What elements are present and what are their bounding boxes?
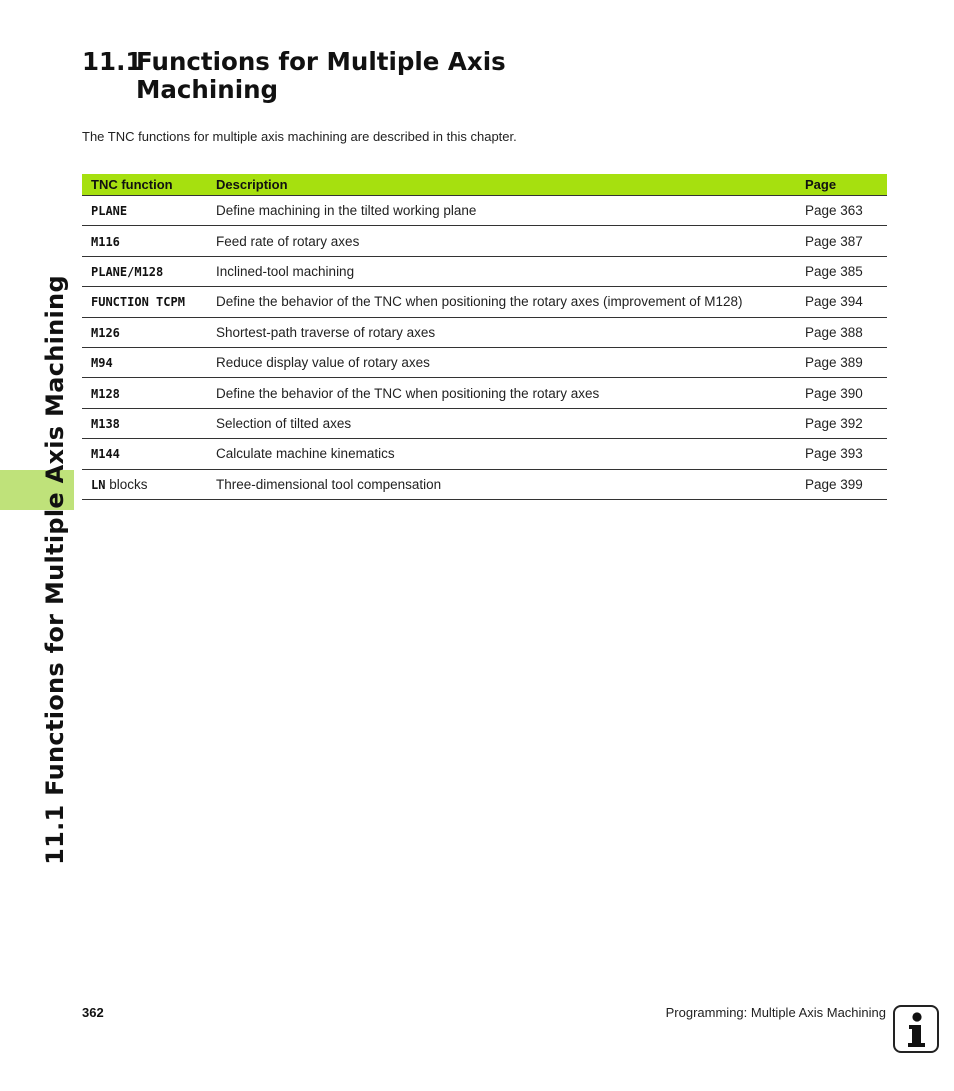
cell-tnc-function <box>82 317 207 347</box>
cell-page-reference: Page 393 <box>796 439 887 469</box>
cell-tnc-function <box>82 347 207 377</box>
cell-tnc-function <box>82 196 207 226</box>
cell-tnc-function <box>82 408 207 438</box>
cell-description: Define machining in the tilted working plane <box>207 196 796 226</box>
function-code: PLANE <box>91 204 128 219</box>
table-row <box>82 469 887 499</box>
header-description: Description <box>207 174 796 196</box>
function-code: PLANE/M128 <box>91 264 164 279</box>
cell-page-reference: Page 385 <box>796 256 887 286</box>
functions-table <box>82 174 887 500</box>
sidebar-chapter-title: 11.1 Functions for Multiple Axis Machining <box>41 275 69 865</box>
table-row <box>82 196 887 226</box>
table-row <box>82 226 887 256</box>
cell-tnc-function <box>82 226 207 256</box>
function-code: M94 <box>91 356 113 371</box>
function-suffix: blocks <box>105 476 148 492</box>
cell-description: Define the behavior of the TNC when positioning the rotary axes (improvement of M128) <box>207 287 796 317</box>
cell-tnc-function <box>82 378 207 408</box>
cell-description: Shortest-path traverse of rotary axes <box>207 317 796 347</box>
section-number: 11.1 <box>82 47 143 76</box>
function-code: M126 <box>91 325 120 340</box>
cell-page-reference: Page 392 <box>796 408 887 438</box>
cell-page-reference: Page 387 <box>796 226 887 256</box>
function-code: M138 <box>91 416 120 431</box>
cell-tnc-function <box>82 256 207 286</box>
cell-page-reference: Page 394 <box>796 287 887 317</box>
cell-page-reference: Page 389 <box>796 347 887 377</box>
cell-description: Reduce display value of rotary axes <box>207 347 796 377</box>
table-row <box>82 408 887 438</box>
cell-description: Three-dimensional tool compensation <box>207 469 796 499</box>
cell-tnc-function <box>82 287 207 317</box>
section-title-line2: Machining <box>136 75 279 104</box>
function-code: FUNCTION TCPM <box>91 295 185 310</box>
cell-page-reference: Page 363 <box>796 196 887 226</box>
section-title-line1: Functions for Multiple Axis <box>136 47 506 76</box>
table-row <box>82 347 887 377</box>
cell-tnc-function <box>82 439 207 469</box>
page-number: 362 <box>82 1005 104 1020</box>
cell-tnc-function <box>82 469 207 499</box>
header-page: Page <box>796 174 887 196</box>
function-code: M128 <box>91 386 120 401</box>
table-row <box>82 287 887 317</box>
table-row <box>82 317 887 347</box>
table-row <box>82 378 887 408</box>
function-code: M116 <box>91 234 120 249</box>
cell-page-reference: Page 399 <box>796 469 887 499</box>
table-row <box>82 439 887 469</box>
cell-description: Selection of tilted axes <box>207 408 796 438</box>
function-code: M144 <box>91 447 120 462</box>
function-code: LN <box>91 477 106 492</box>
cell-description: Define the behavior of the TNC when positioning the rotary axes <box>207 378 796 408</box>
header-tnc-function: TNC function <box>82 174 207 196</box>
intro-paragraph: The TNC functions for multiple axis machining are described in this chapter. <box>82 129 517 144</box>
table-row <box>82 256 887 286</box>
cell-description: Inclined-tool machining <box>207 256 796 286</box>
table-header-row <box>82 174 887 196</box>
info-icon <box>893 1005 939 1053</box>
cell-page-reference: Page 388 <box>796 317 887 347</box>
cell-page-reference: Page 390 <box>796 378 887 408</box>
cell-description: Feed rate of rotary axes <box>207 226 796 256</box>
section-heading <box>82 48 506 104</box>
cell-description: Calculate machine kinematics <box>207 439 796 469</box>
footer-chapter-title: Programming: Multiple Axis Machining <box>665 1005 886 1020</box>
